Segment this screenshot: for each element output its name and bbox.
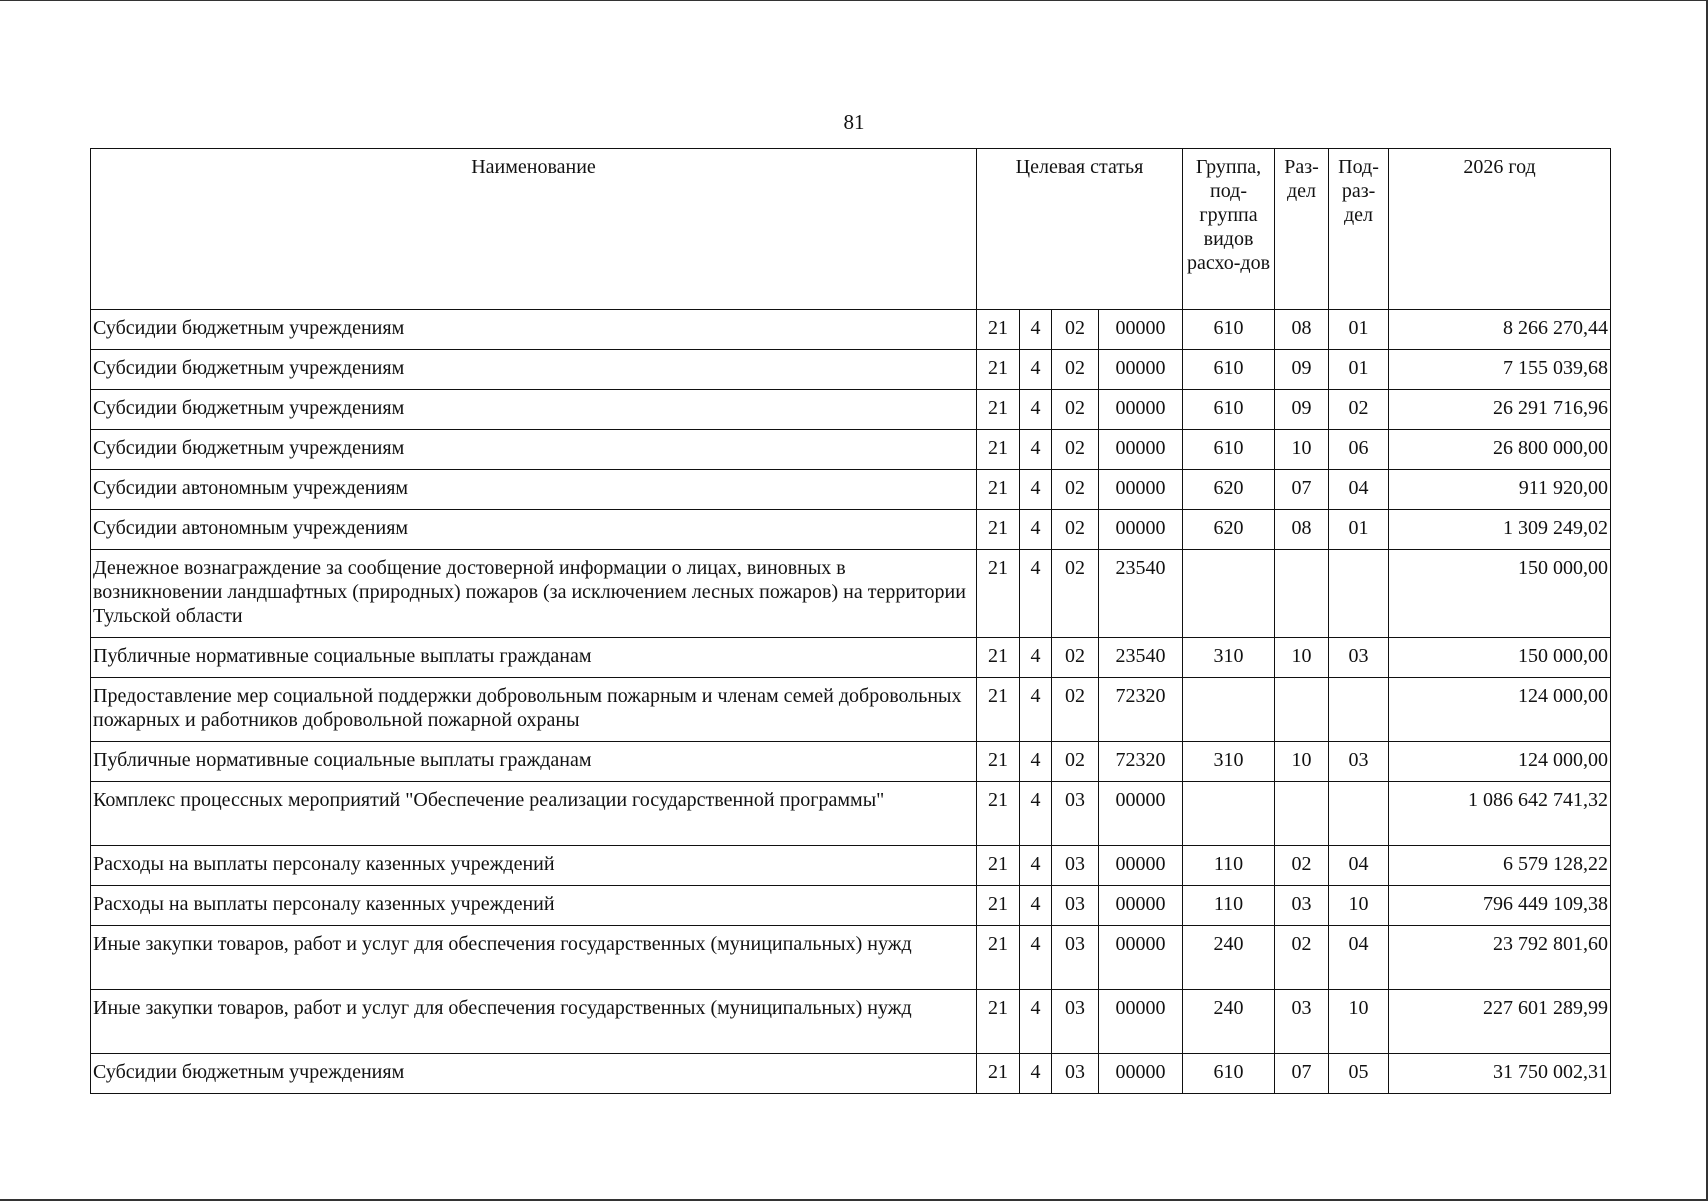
target-article-part-3: 02 — [1052, 430, 1099, 470]
target-article-part-1: 21 — [977, 470, 1020, 510]
target-article-part-3: 02 — [1052, 310, 1099, 350]
row-name: Субсидии бюджетным учреждениям — [91, 430, 977, 470]
row-name: Иные закупки товаров, работ и услуг для обеспечения государственных (муниципальных) нужд — [91, 926, 977, 990]
target-article-part-4: 72320 — [1099, 742, 1183, 782]
subsection-code: 05 — [1329, 1054, 1389, 1094]
expense-group — [1183, 550, 1275, 638]
section-code: 10 — [1275, 742, 1329, 782]
expense-group: 110 — [1183, 886, 1275, 926]
target-article-part-4: 00000 — [1099, 1054, 1183, 1094]
expense-group: 620 — [1183, 470, 1275, 510]
section-code: 07 — [1275, 1054, 1329, 1094]
target-article-part-3: 02 — [1052, 350, 1099, 390]
row-name: Денежное вознаграждение за сообщение достоверной информации о лицах, виновных в возникновении ландшафтных (природных) пожаров (за исключением лесных пожаров) на территории Тульской области — [91, 550, 977, 638]
target-article-part-1: 21 — [977, 510, 1020, 550]
section-code: 08 — [1275, 310, 1329, 350]
target-article-part-3: 03 — [1052, 782, 1099, 846]
table-row — [91, 886, 1611, 926]
section-code: 07 — [1275, 470, 1329, 510]
target-article-part-4: 00000 — [1099, 310, 1183, 350]
section-code — [1275, 550, 1329, 638]
target-article-part-2: 4 — [1020, 470, 1052, 510]
section-code: 10 — [1275, 430, 1329, 470]
expense-group: 610 — [1183, 430, 1275, 470]
amount-2026: 124 000,00 — [1389, 678, 1611, 742]
target-article-part-4: 23540 — [1099, 638, 1183, 678]
expense-group: 240 — [1183, 926, 1275, 990]
subsection-code: 02 — [1329, 390, 1389, 430]
amount-2026: 150 000,00 — [1389, 638, 1611, 678]
target-article-part-2: 4 — [1020, 638, 1052, 678]
target-article-part-4: 00000 — [1099, 886, 1183, 926]
row-name: Расходы на выплаты персоналу казенных учреждений — [91, 886, 977, 926]
target-article-part-3: 02 — [1052, 510, 1099, 550]
target-article-part-2: 4 — [1020, 1054, 1052, 1094]
subsection-code: 06 — [1329, 430, 1389, 470]
subsection-code — [1329, 678, 1389, 742]
budget-table — [90, 148, 1611, 1094]
section-code — [1275, 678, 1329, 742]
expense-group — [1183, 678, 1275, 742]
target-article-part-2: 4 — [1020, 430, 1052, 470]
page-number: 81 — [843, 110, 865, 134]
target-article-part-1: 21 — [977, 310, 1020, 350]
target-article-part-3: 02 — [1052, 390, 1099, 430]
table-row — [91, 782, 1611, 846]
table-row — [91, 678, 1611, 742]
row-name: Субсидии автономным учреждениям — [91, 510, 977, 550]
header-subsection: Под-раз-дел — [1329, 149, 1389, 310]
table-row — [91, 990, 1611, 1054]
target-article-part-3: 03 — [1052, 990, 1099, 1054]
header-year: 2026 год — [1389, 149, 1611, 310]
amount-2026: 227 601 289,99 — [1389, 990, 1611, 1054]
target-article-part-3: 02 — [1052, 550, 1099, 638]
subsection-code: 10 — [1329, 886, 1389, 926]
subsection-code: 10 — [1329, 990, 1389, 1054]
subsection-code — [1329, 550, 1389, 638]
table-row — [91, 350, 1611, 390]
amount-2026: 31 750 002,31 — [1389, 1054, 1611, 1094]
target-article-part-2: 4 — [1020, 742, 1052, 782]
target-article-part-4: 00000 — [1099, 510, 1183, 550]
table-row — [91, 550, 1611, 638]
target-article-part-2: 4 — [1020, 390, 1052, 430]
table-body — [91, 310, 1611, 1094]
expense-group — [1183, 782, 1275, 846]
target-article-part-2: 4 — [1020, 678, 1052, 742]
section-code: 10 — [1275, 638, 1329, 678]
subsection-code: 01 — [1329, 510, 1389, 550]
amount-2026: 124 000,00 — [1389, 742, 1611, 782]
target-article-part-4: 00000 — [1099, 846, 1183, 886]
row-name: Субсидии бюджетным учреждениям — [91, 310, 977, 350]
expense-group: 310 — [1183, 638, 1275, 678]
target-article-part-2: 4 — [1020, 886, 1052, 926]
section-code: 03 — [1275, 990, 1329, 1054]
table-row — [91, 926, 1611, 990]
amount-2026: 8 266 270,44 — [1389, 310, 1611, 350]
amount-2026: 796 449 109,38 — [1389, 886, 1611, 926]
target-article-part-1: 21 — [977, 742, 1020, 782]
target-article-part-1: 21 — [977, 926, 1020, 990]
target-article-part-4: 23540 — [1099, 550, 1183, 638]
header-name: Наименование — [91, 149, 977, 310]
section-code — [1275, 782, 1329, 846]
target-article-part-1: 21 — [977, 846, 1020, 886]
expense-group: 610 — [1183, 310, 1275, 350]
table-row — [91, 430, 1611, 470]
target-article-part-4: 00000 — [1099, 350, 1183, 390]
target-article-part-1: 21 — [977, 678, 1020, 742]
row-name: Публичные нормативные социальные выплаты гражданам — [91, 742, 977, 782]
expense-group: 310 — [1183, 742, 1275, 782]
target-article-part-1: 21 — [977, 990, 1020, 1054]
target-article-part-4: 00000 — [1099, 430, 1183, 470]
row-name: Субсидии бюджетным учреждениям — [91, 350, 977, 390]
target-article-part-1: 21 — [977, 886, 1020, 926]
row-name: Комплекс процессных мероприятий "Обеспечение реализации государственной программы" — [91, 782, 977, 846]
row-name: Субсидии автономным учреждениям — [91, 470, 977, 510]
target-article-part-3: 03 — [1052, 1054, 1099, 1094]
expense-group: 610 — [1183, 1054, 1275, 1094]
subsection-code: 03 — [1329, 742, 1389, 782]
amount-2026: 6 579 128,22 — [1389, 846, 1611, 886]
amount-2026: 7 155 039,68 — [1389, 350, 1611, 390]
amount-2026: 150 000,00 — [1389, 550, 1611, 638]
subsection-code: 04 — [1329, 926, 1389, 990]
expense-group: 610 — [1183, 350, 1275, 390]
target-article-part-1: 21 — [977, 638, 1020, 678]
target-article-part-3: 02 — [1052, 638, 1099, 678]
header-expense-group: Группа, под-группа видов расхо-дов — [1183, 149, 1275, 310]
subsection-code: 04 — [1329, 846, 1389, 886]
subsection-code: 03 — [1329, 638, 1389, 678]
amount-2026: 26 800 000,00 — [1389, 430, 1611, 470]
amount-2026: 1 086 642 741,32 — [1389, 782, 1611, 846]
target-article-part-4: 00000 — [1099, 926, 1183, 990]
expense-group: 610 — [1183, 390, 1275, 430]
target-article-part-2: 4 — [1020, 846, 1052, 886]
row-name: Субсидии бюджетным учреждениям — [91, 1054, 977, 1094]
target-article-part-1: 21 — [977, 350, 1020, 390]
row-name: Иные закупки товаров, работ и услуг для обеспечения государственных (муниципальных) нужд — [91, 990, 977, 1054]
target-article-part-3: 03 — [1052, 926, 1099, 990]
subsection-code — [1329, 782, 1389, 846]
table-header-row — [91, 149, 1611, 310]
section-code: 09 — [1275, 390, 1329, 430]
subsection-code: 01 — [1329, 350, 1389, 390]
section-code: 02 — [1275, 926, 1329, 990]
target-article-part-2: 4 — [1020, 510, 1052, 550]
section-code: 03 — [1275, 886, 1329, 926]
subsection-code: 04 — [1329, 470, 1389, 510]
section-code: 08 — [1275, 510, 1329, 550]
expense-group: 240 — [1183, 990, 1275, 1054]
table-row — [91, 1054, 1611, 1094]
expense-group: 620 — [1183, 510, 1275, 550]
table-row — [91, 470, 1611, 510]
header-target-article: Целевая статья — [977, 149, 1183, 310]
target-article-part-3: 02 — [1052, 678, 1099, 742]
table-row — [91, 510, 1611, 550]
amount-2026: 1 309 249,02 — [1389, 510, 1611, 550]
table-row — [91, 638, 1611, 678]
table-row — [91, 310, 1611, 350]
expense-group: 110 — [1183, 846, 1275, 886]
target-article-part-3: 02 — [1052, 742, 1099, 782]
target-article-part-4: 72320 — [1099, 678, 1183, 742]
target-article-part-1: 21 — [977, 390, 1020, 430]
target-article-part-3: 03 — [1052, 846, 1099, 886]
section-code: 09 — [1275, 350, 1329, 390]
target-article-part-2: 4 — [1020, 782, 1052, 846]
row-name: Расходы на выплаты персоналу казенных учреждений — [91, 846, 977, 886]
table-row — [91, 390, 1611, 430]
target-article-part-2: 4 — [1020, 990, 1052, 1054]
section-code: 02 — [1275, 846, 1329, 886]
target-article-part-1: 21 — [977, 1054, 1020, 1094]
target-article-part-2: 4 — [1020, 310, 1052, 350]
target-article-part-4: 00000 — [1099, 782, 1183, 846]
target-article-part-2: 4 — [1020, 550, 1052, 638]
target-article-part-2: 4 — [1020, 350, 1052, 390]
target-article-part-3: 03 — [1052, 886, 1099, 926]
row-name: Предоставление мер социальной поддержки добровольным пожарным и членам семей добровольных пожарных и работников добровольной пожарной охраны — [91, 678, 977, 742]
table-row — [91, 742, 1611, 782]
target-article-part-4: 00000 — [1099, 390, 1183, 430]
target-article-part-1: 21 — [977, 430, 1020, 470]
target-article-part-4: 00000 — [1099, 990, 1183, 1054]
table-row — [91, 846, 1611, 886]
target-article-part-2: 4 — [1020, 926, 1052, 990]
amount-2026: 23 792 801,60 — [1389, 926, 1611, 990]
target-article-part-1: 21 — [977, 550, 1020, 638]
subsection-code: 01 — [1329, 310, 1389, 350]
row-name: Субсидии бюджетным учреждениям — [91, 390, 977, 430]
target-article-part-4: 00000 — [1099, 470, 1183, 510]
header-section: Раз-дел — [1275, 149, 1329, 310]
row-name: Публичные нормативные социальные выплаты гражданам — [91, 638, 977, 678]
target-article-part-1: 21 — [977, 782, 1020, 846]
amount-2026: 26 291 716,96 — [1389, 390, 1611, 430]
target-article-part-3: 02 — [1052, 470, 1099, 510]
amount-2026: 911 920,00 — [1389, 470, 1611, 510]
